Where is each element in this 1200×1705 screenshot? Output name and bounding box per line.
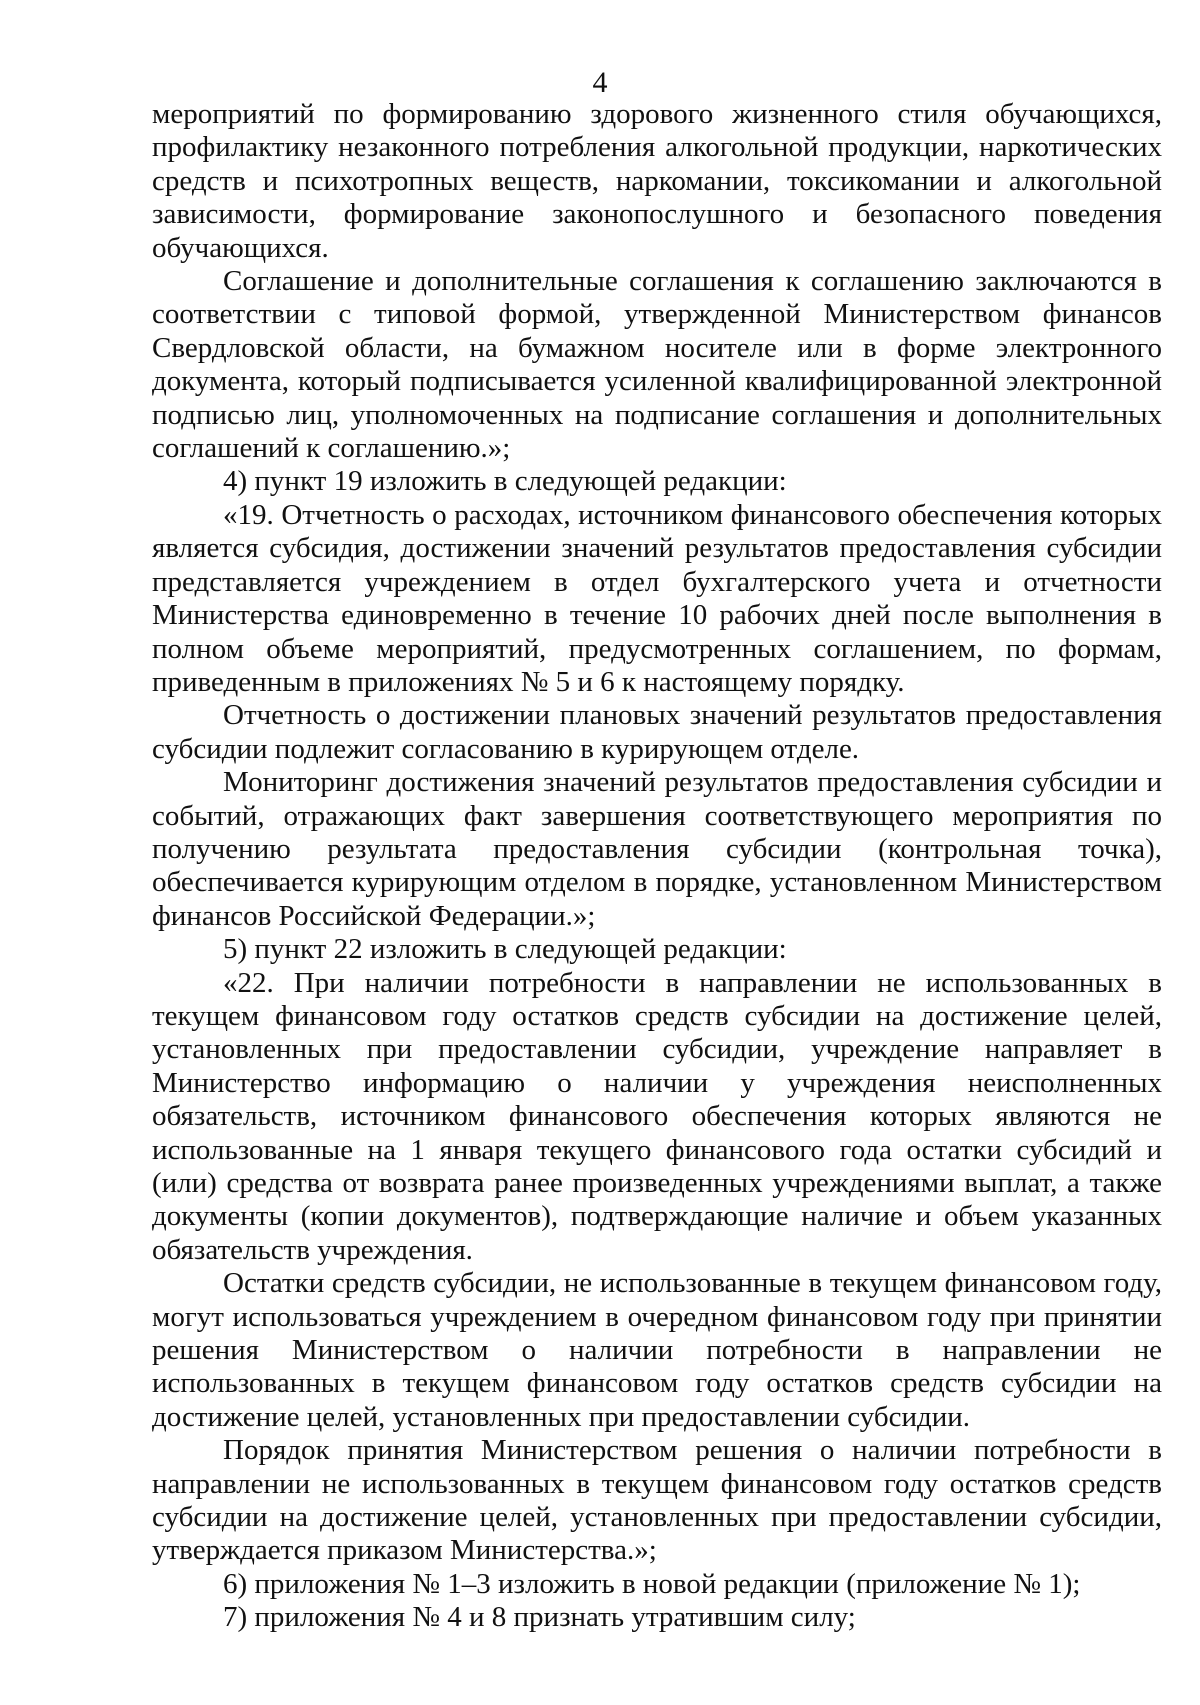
- paragraph-12: 7) приложения № 4 и 8 признать утратившим силу;: [223, 1601, 856, 1634]
- paragraph-5: Отчетность о достижении плановых значений результатов предоставления субсидии подлежит согласованию в курирующем отделе.: [152, 699, 1162, 765]
- paragraph-9: Остатки средств субсидии, не использованные в текущем финансовом году, могут использоваться учреждением в очередном финансовом году при принятии решения Министерством о наличии потребности в направлении не использованных в текущем финансовом году остатков средств субсидии на достижение целей, установленных при предоставлении субсидии.: [152, 1267, 1162, 1433]
- paragraph-4: «19. Отчетность о расходах, источником финансового обеспечения которых является субсидия, достижении значений результатов предоставления субсидии представляется учреждением в отдел бухгалтерского учета и отчетности Министерства единовременно в течение 10 рабочих дней после выполнения в полном объеме мероприятий, предусмотренных соглашением, по формам, приведенным в приложениях № 5 и 6 к настоящему порядку.: [152, 498, 1162, 698]
- paragraph-7: 5) пункт 22 изложить в следующей редакции:: [223, 933, 787, 966]
- paragraph-8: «22. При наличии потребности в направлении не использованных в текущем финансовом году остатков средств субсидии на достижение целей, установленных при предоставлении субсидии, учреждение направляет в Министерство информацию о наличии у учреждения неисполненных обязательств, источником финансового обеспечения которых являются не использованные на 1 января текущего финансового года остатки субсидий и (или) средства от возврата ранее произведенных учреждениями выплат, а также документы (копии документов), подтверждающие наличие и объем указанных обязательств учреждения.: [152, 966, 1162, 1266]
- page-number: 4: [592, 66, 608, 99]
- paragraph-10: Порядок принятия Министерством решения о наличии потребности в направлении не использованных в текущем финансовом году остатков средств субсидии на достижение целей, установленных при предоставлении субсидии, утверждается приказом Министерства.»;: [152, 1434, 1162, 1567]
- paragraph-1: мероприятий по формированию здорового жизненного стиля обучающихся, профилактику незаконного потребления алкогольной продукции, наркотических средств и психотропных веществ, наркомании, токсикомании и алкогольной зависимости, формирование законопослушного и безопасного поведения обучающихся.: [152, 98, 1162, 264]
- document-body: [152, 98, 1162, 1635]
- paragraph-2: Соглашение и дополнительные соглашения к соглашению заключаются в соответствии с типовой формой, утвержденной Министерством финансов Свердловской области, на бумажном носителе или в форме электронного документа, который подписывается усиленной квалифицированной электронной подписью лиц, уполномоченных на подписание соглашения и дополнительных соглашений к соглашению.»;: [152, 265, 1162, 465]
- paragraph-11: 6) приложения № 1–3 изложить в новой редакции (приложение № 1);: [223, 1567, 1081, 1600]
- paragraph-6: Мониторинг достижения значений результатов предоставления субсидии и событий, отражающих факт завершения соответствующего мероприятия по получению результата предоставления субсидии (контрольная точка), обеспечивается курирующим отделом в порядке, установленном Министерством финансов Российской Федерации.»;: [152, 766, 1162, 932]
- paragraph-3: 4) пункт 19 изложить в следующей редакции:: [223, 465, 787, 498]
